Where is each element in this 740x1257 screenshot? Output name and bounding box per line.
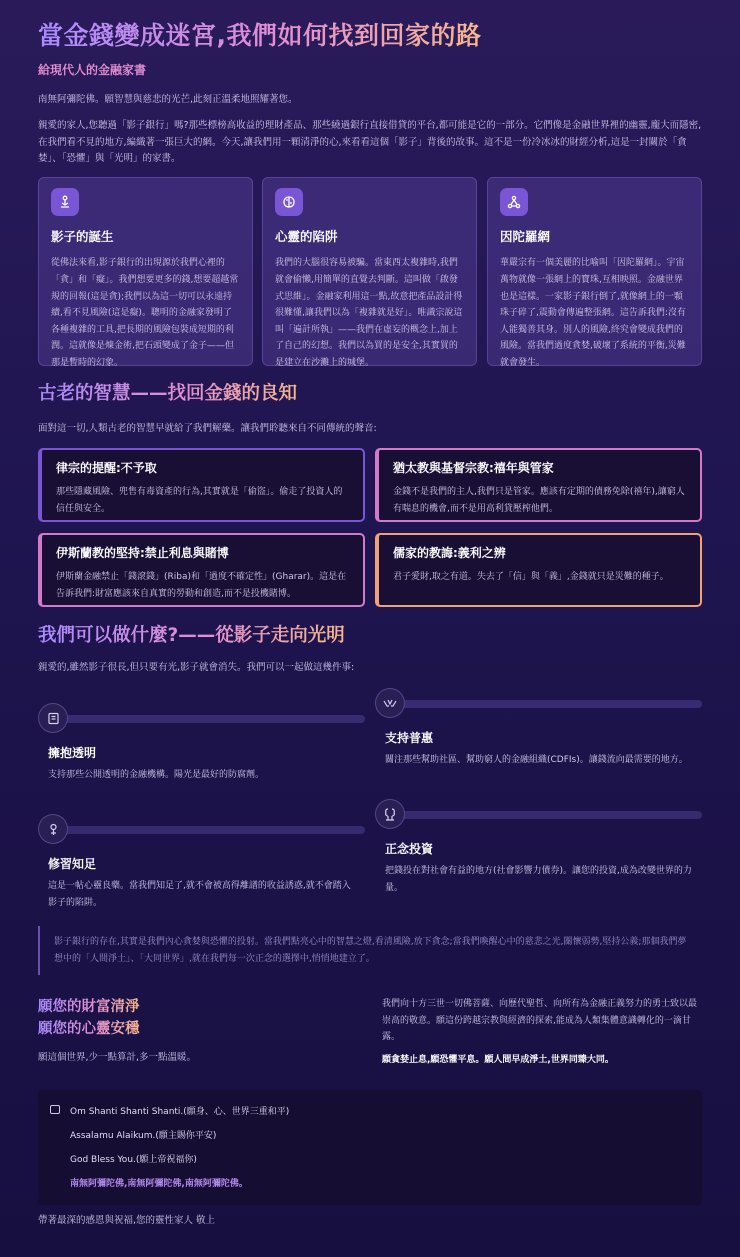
wisdom-body: 君子愛財,取之有道。失去了「信」與「義」,金錢就只是災難的種子。 [393, 572, 669, 583]
action-body: 支持那些公開透明的金融機構。陽光是最好的防腐劑。 [48, 770, 265, 780]
wisdom-islamic [38, 533, 365, 607]
action-title: 正念投資 [385, 842, 434, 856]
actions-intro: 親愛的,雖然影子很長,但只要有光,影子就會消失。我們可以一起做這幾件事: [38, 662, 355, 673]
lotus-icon [38, 814, 68, 844]
closing-wish: 願這個世界,少一點算計,多一點溫暖。 [38, 1052, 197, 1063]
step-bar [58, 715, 365, 723]
signature: 帶著最深的感恩與祝福,您的靈性家人 敬上 [38, 1215, 216, 1226]
wisdom-title: 律宗的提醒:不予取 [56, 461, 157, 475]
intro-paragraph: 親愛的家人,您聽過「影子銀行」嗎?那些標榜高收益的理財產品、那些繞過銀行直接借貸的平台,都可能是它的一部分。它們像是金融世界裡的幽靈,龐大而隱密,在我們看不見的地方,編織著一張巨大的網。今天,讓我們用一顆清淨的心,來看看這個「影子」背後的故事。這不是一份冷冰冰的財經分析,這是一封關於「貪婪」、「恐懼」與「光明」的家書。 [38, 120, 702, 165]
hands-icon [375, 688, 405, 718]
action-contentment [38, 814, 365, 914]
wisdom-body: 伊斯蘭金融禁止「錢滾錢」(Riba)和「過度不確定性」(Gharar)。這是在告訴我們:財富應該來自真實的勞動和創造,而不是投機賭博。 [56, 572, 347, 599]
step-bar [395, 811, 702, 819]
wisdom-vinaya [38, 448, 365, 522]
card-indra-net [487, 177, 702, 369]
card-title: 影子的誕生 [51, 229, 114, 244]
action-body: 這是一帖心靈良藥。當我們知足了,就不會被高得離譜的收益誘惑,就不會踏入影子的陷阱。 [48, 881, 351, 908]
closing-heading-line1: 願您的財富清淨 [38, 999, 140, 1015]
wisdom-heading: 古老的智慧——找回金錢的良知 [38, 378, 297, 409]
reflection-quote: 影子銀行的存在,其實是我們內心貪婪與恐懼的投射。當我們點亮心中的智慧之燈,看清風險,放下貪念;當我們喚醒心中的慈悲之光,關懷弱勢,堅持公義;那個我們夢想中的「人間淨土」、「大同世界」,就在我們每一次正念的選擇中,悄悄地建立了。 [38, 926, 702, 975]
wisdom-intro: 面對這一切,人類古老的智慧早就給了我們解藥。讓我們聆聽來自不同傳統的聲音: [38, 423, 377, 434]
card-title: 心靈的陷阱 [275, 229, 338, 244]
prayer-line: Om Shanti Shanti Shanti.(願身、心、世界三重和平) [70, 1107, 290, 1117]
wisdom-title: 伊斯蘭教的堅持:禁止利息與賭博 [56, 546, 229, 560]
prayer-line: Assalamu Alaikum.(願主賜你平安) [70, 1131, 217, 1141]
closing-heading-line2: 願您的心靈安穩 [38, 1020, 140, 1037]
prayer-box [38, 1090, 702, 1205]
wisdom-body: 金錢不是我們的主人,我們只是管家。應該有定期的債務免除(禧年),讓窮人有喘息的機會,而不是用高利貸壓榨他們。 [393, 487, 685, 514]
closing-right-bold: 願貪婪止息,願恐懼平息。願人間早成淨土,世界同臻大同。 [382, 1055, 614, 1065]
step-bar [58, 826, 365, 834]
action-title: 支持普惠 [385, 731, 434, 745]
actions-heading: 我們可以做什麼?——從影子走向光明 [38, 620, 345, 651]
card-body: 華嚴宗有一個美麗的比喻叫「因陀羅網」。宇宙萬物就像一張網上的寶珠,互相映照。金融世界也是這樣。一家影子銀行倒了,就像網上的一顆珠子碎了,震動會傳遍整張網。這告訴我們:沒有人能獨善其身。別人的風險,終究會變成我們的風險。當我們過度貪婪,破壞了系統的平衡,災難就會發生。 [500, 258, 686, 369]
document-icon [38, 703, 68, 733]
page-subtitle: 給現代人的金融家書 [38, 63, 147, 77]
greeting: 南無阿彌陀佛。願智慧與慈悲的光芒,此刻正溫柔地照耀著您。 [38, 94, 298, 105]
action-body: 關注那些幫助社區、幫助窮人的金融組織(CDFIs)。讓錢流向最需要的地方。 [385, 755, 688, 765]
network-icon [500, 188, 528, 216]
tree-icon [375, 799, 405, 829]
card-shadow-birth [38, 177, 253, 369]
action-inclusion [375, 688, 702, 788]
card-body: 我們的大腦很容易被騙。當東西太複雜時,我們就會偷懶,用簡單的直覺去判斷。這叫做「啟發式思維」。金融家利用這一點,故意把產品設計得很難懂,讓我們以為「複雜就是好」。唯識宗說這叫「遍計所執」——我們在虛妄的概念上,加上了自己的幻想。我們以為買的是安全,其實買的是建立在沙灘上的城堡。 [275, 258, 463, 369]
action-body: 把錢投在對社會有益的地方(社會影響力債券)。讓您的投資,成為改變世界的力量。 [385, 866, 692, 893]
wisdom-body: 那些隱藏風險、兜售有毒資產的行為,其實就是「偷盜」。偷走了投資人的信任與安全。 [56, 487, 343, 514]
wisdom-title: 儒家的教誨:義利之辨 [393, 546, 506, 560]
prayer-final: 南無阿彌陀佛,南無阿彌陀佛,南無阿彌陀佛。 [70, 1179, 248, 1189]
card-mind-trap [262, 177, 477, 369]
message-icon [50, 1105, 60, 1114]
prayer-line: God Bless You.(願上帝祝福你) [70, 1155, 197, 1165]
wisdom-confucian [375, 533, 702, 607]
card-title: 因陀羅網 [500, 229, 551, 244]
closing-heading [38, 997, 140, 1041]
action-transparency [38, 703, 365, 793]
closing-right-body: 我們向十方三世一切佛菩薩、向歷代聖哲、向所有為金融正義努力的勇士致以最崇高的敬意。願這份跨越宗教與經濟的探索,能成為人類集體意識轉化的一滴甘露。 [382, 999, 698, 1043]
wisdom-jubilee [375, 448, 702, 522]
action-title: 擁抱透明 [48, 746, 97, 760]
step-bar [395, 700, 702, 708]
action-mindful-investing [375, 799, 702, 899]
brain-icon [275, 188, 303, 216]
meditation-icon [51, 188, 79, 216]
action-title: 修習知足 [48, 857, 97, 871]
card-body: 從佛法來看,影子銀行的出現源於我們心裡的「貪」和「癡」。我們想要更多的錢,想要超越常規的回報(這是貪);我們以為這一切可以永遠持續,看不見風險(這是癡)。聰明的金融家發明了各種複雜的工具,把長期的風險包裝成短期的利潤。這就像是煉金術,把石頭變成了金子——但那是暫時的幻象。 [51, 258, 239, 369]
page-title: 當金錢變成迷宮,我們如何找到回家的路 [38, 20, 482, 53]
wisdom-title: 猶太教與基督宗教:禧年與管家 [393, 461, 554, 475]
